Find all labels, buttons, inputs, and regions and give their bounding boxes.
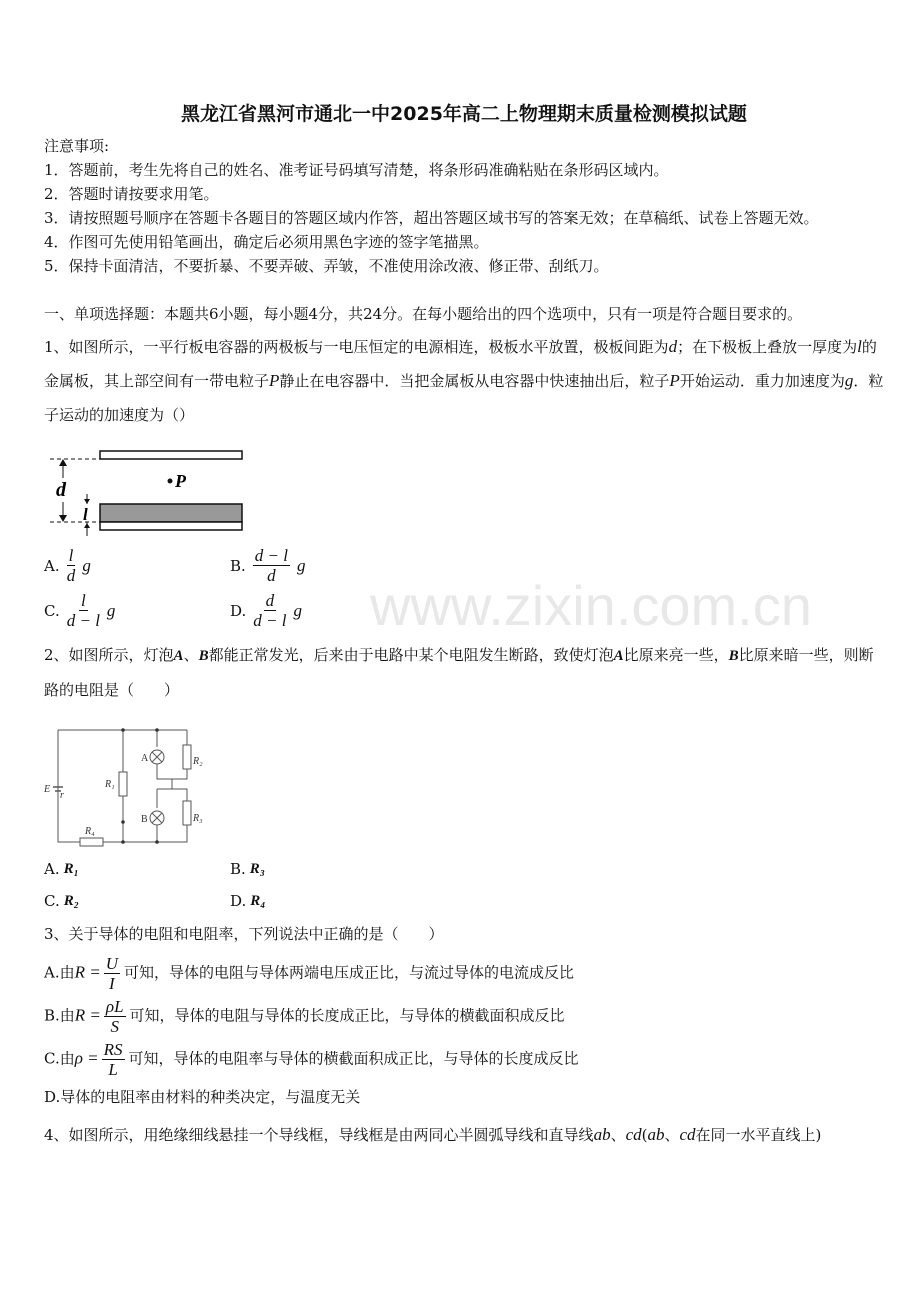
notice-block (44, 134, 884, 278)
capacitor-figure (50, 446, 250, 538)
section-heading: 一、单项选择题：本题共6小题，每小题4分，共24分。在每小题给出的四个选项中，只有一项是符合题目要求的。 (44, 305, 803, 323)
svg-text:B: B (141, 814, 148, 825)
label-l: l (83, 505, 88, 524)
q2-stem: 2、如图所示，灯泡A、B都能正常发光，后来由于电路中某个电阻发生断路，致使灯泡A比原来亮一些，B比原来暗一些，则断路的电阻是（ ） (44, 646, 874, 699)
q2-option-b[interactable]: B. R₃ (230, 860, 266, 878)
notice-item: 1．答题前，考生先将自己的姓名、准考证号码填写清楚，将条形码准确粘贴在条形码区域内。 (44, 161, 669, 179)
option-a[interactable]: A. l d g (44, 546, 91, 585)
svg-text:R₂: R₂ (193, 756, 203, 767)
q4-stem: 4、如图所示，用绝缘细线悬挂一个导线框，导线框是由两同心半圆弧导线和直导线ab、cd(ab、cd在同一水平直线上) (44, 1125, 822, 1144)
q3-option-c[interactable]: C.由ρ = $\frac{RS}{L}$ 可知，导体的电阻率与导体的横截面积成正比，与导体的长度成反比 (44, 1040, 579, 1079)
particle-dot (168, 479, 173, 484)
notice-item: 3．请按照题号顺序在答题卡各题目的答题区域内作答，超出答题区域书写的答案无效；在草稿纸、试卷上答题无效。 (44, 209, 819, 227)
svg-text:E: E (44, 784, 51, 795)
watermark: www.zixin.com.cn (370, 574, 812, 637)
notice-item: 2．答题时请按要求用笔。 (44, 185, 219, 203)
notice-item: 4．作图可先使用铅笔画出，确定后必须用黑色字迹的签字笔描黑。 (44, 233, 489, 251)
label-p: P (175, 471, 186, 491)
notice-item: 5．保持卡面清洁，不要折暴、不要弄破、弄皱，不准使用涂改液、修正带、刮纸刀。 (44, 257, 609, 275)
svg-text:R₄: R₄ (85, 826, 95, 837)
q2-option-d[interactable]: D. R₄ (230, 892, 266, 910)
q2-option-c[interactable]: C. R₂ (44, 892, 79, 910)
page-title: 黑龙江省黑河市通北一中2025年高二上物理期末质量检测模拟试题 (181, 103, 747, 125)
q3-option-d[interactable]: D.导体的电阻率由材料的种类决定，与温度无关 (44, 1088, 361, 1106)
q2-option-a[interactable]: A. R₁ (44, 860, 79, 878)
option-d[interactable]: D. d d − l g (230, 591, 302, 630)
svg-text:R₃: R₃ (193, 813, 203, 824)
svg-text:A: A (141, 753, 149, 764)
option-c[interactable]: C. l d − l g (44, 591, 116, 630)
circuit-figure (40, 717, 210, 852)
svg-text:R₁: R₁ (105, 779, 115, 790)
option-b[interactable]: B. d − l d g (230, 546, 306, 585)
q3-option-b[interactable]: B.由R = $\frac{\rho L}{S}$ 可知，导体的电阻与导体的长度成正比，与导体的横截面积成反比 (44, 997, 565, 1036)
label-d: d (56, 479, 66, 501)
q3-stem: 3、关于导体的电阻和电阻率，下列说法中正确的是（ ） (44, 925, 444, 943)
q3-option-a[interactable]: A.由R = $\frac{U}{I}$ 可知，导体的电阻与导体两端电压成正比，与流过导体的电流成反比 (44, 954, 575, 993)
q1-stem: 1、如图所示，一平行板电容器的两极板与一电压恒定的电源相连，极板水平放置，极板间距为d；在下极板上叠放一厚度为l的金属板，其上部空间有一带电粒子P静止在电容器中．当把金属板从电容器中快速抽出后，粒子P开始运动．重力加速度为g．粒子运动的加速度为（） (44, 337, 884, 424)
q2-options (44, 860, 884, 910)
svg-text:r: r (60, 790, 64, 801)
q1-options (44, 546, 884, 637)
notice-heading: 注意事项: (44, 137, 110, 155)
